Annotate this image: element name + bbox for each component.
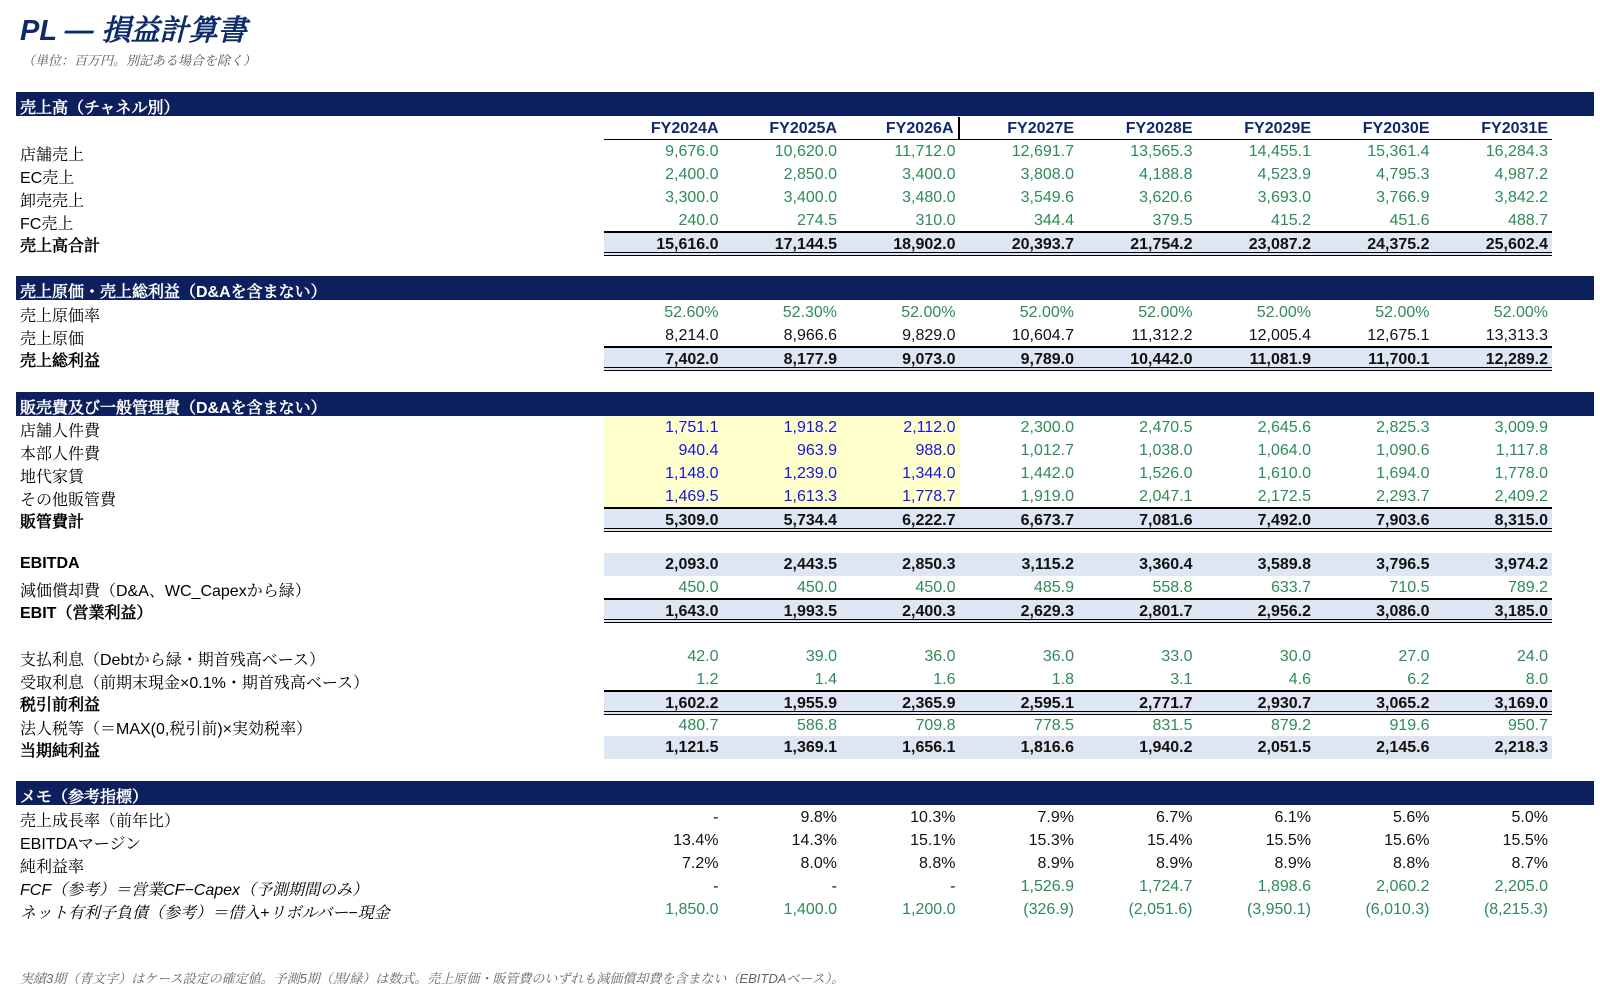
row-label: 売上総利益 [20,353,101,370]
value-cell: 2,172.5 [1257,488,1311,505]
value-cell: 6.1% [1274,809,1311,826]
value-cell: 2,645.6 [1257,419,1311,436]
value-cell: 988.0 [841,439,960,462]
row-label: EBIT（営業利益） [20,605,153,622]
value-cell: 23,087.2 [1197,231,1316,256]
value-cell: 1,117.8 [1495,442,1548,459]
value-cell: (6,010.3) [1365,901,1430,918]
value-cell: 2,145.6 [1315,736,1434,759]
value-cell: 11,700.1 [1315,346,1434,371]
row-label: EC売上 [20,170,75,187]
value-cell: 3,169.0 [1434,690,1553,715]
value-cell: 8.8% [919,855,956,872]
value-cell: 1,369.1 [723,736,842,759]
value-cell: 2,093.0 [604,553,723,576]
value-cell: 27.0 [1398,648,1430,665]
row-label: 地代家賃 [20,469,85,486]
value-cell: 2,205.0 [1494,878,1548,895]
value-cell: 879.2 [1270,717,1311,734]
value-cell: 13.4% [673,832,719,849]
value-cell: 11,712.0 [894,143,956,160]
value-cell: 1,200.0 [902,901,956,918]
row-label: 税引前利益 [20,697,101,714]
value-cell: 3,842.2 [1494,189,1548,206]
value-cell: 3,185.0 [1434,598,1553,623]
value-cell: 7,081.6 [1078,507,1197,532]
value-cell: 8,177.9 [723,346,842,371]
value-cell: 1,469.5 [604,485,723,508]
value-cell: 1,613.3 [723,485,842,508]
value-cell: 3,766.9 [1376,189,1430,206]
value-cell: 13,313.3 [1485,327,1548,344]
value-cell: 7.2% [682,855,719,872]
row-label: 店舗売上 [20,147,85,164]
value-cell: 1,064.0 [1257,442,1311,459]
row-net-debt [16,898,1594,921]
value-cell: 52.30% [782,304,837,321]
value-cell: 7,402.0 [604,346,723,371]
year-header-row [16,117,1594,140]
value-cell: 3,589.8 [1197,553,1316,576]
section-title: 売上原価・売上総利益（D&Aを含まない） [20,284,327,301]
value-cell: 15.6% [1384,832,1430,849]
row-other-sga [16,485,1594,508]
value-cell: 21,754.2 [1078,231,1197,256]
value-cell: 480.7 [678,717,719,734]
value-cell: 2,112.0 [841,416,960,439]
value-cell: 8,214.0 [665,327,719,344]
value-cell: 1,778.0 [1494,465,1548,482]
value-cell: 1,012.7 [1020,442,1074,459]
value-cell: 1,526.0 [1139,465,1193,482]
value-cell: 1,816.6 [960,736,1079,759]
row-sga-total [16,507,1594,530]
year-header-cell: FY2025A [723,117,842,140]
value-cell: 963.9 [723,439,842,462]
value-cell: 18,902.0 [841,231,960,256]
row-label: 卸売売上 [20,193,85,210]
row-gross-profit [16,346,1594,369]
value-cell: 12,675.1 [1367,327,1430,344]
row-ebitda [16,553,1594,576]
value-cell: 24,375.2 [1315,231,1434,256]
value-cell: 1,643.0 [604,598,723,623]
value-cell: 3,549.6 [1020,189,1074,206]
value-cell: 1,919.0 [1020,488,1074,505]
value-cell: 1.2 [696,671,719,688]
row-label: 純利益率 [20,859,85,876]
value-cell: 3,360.4 [1078,553,1197,576]
value-cell: 15.5% [1502,832,1548,849]
value-cell: 8,966.6 [783,327,837,344]
value-cell: 1,526.9 [1020,878,1074,895]
row-fcf [16,875,1594,898]
value-cell: - [831,878,837,895]
row-cogs-rate [16,301,1594,324]
value-cell: 7,903.6 [1315,507,1434,532]
row-interest-received [16,668,1594,691]
value-cell: 919.6 [1389,717,1430,734]
value-cell: 3,693.0 [1257,189,1311,206]
value-cell: 4,188.8 [1139,166,1193,183]
row-ec-sales [16,163,1594,186]
row-label: その他販管費 [20,492,117,509]
value-cell: - [713,809,719,826]
row-label: FC売上 [20,216,74,233]
row-label: 法人税等（＝MAX(0,税引前)×実効税率） [20,721,313,738]
year-header-cell: FY2024A [604,117,723,140]
value-cell: 2,047.1 [1139,488,1193,505]
value-cell: (2,051.6) [1128,901,1193,918]
value-cell: 6.7% [1156,809,1193,826]
value-cell: 6,222.7 [841,507,960,532]
value-cell: 1.8 [1051,671,1074,688]
row-rent [16,462,1594,485]
value-cell: 4,987.2 [1494,166,1548,183]
section-header-sga [16,392,1594,416]
value-cell: 9,073.0 [841,346,960,371]
value-cell: 3,065.2 [1315,690,1434,715]
value-cell: 52.00% [1256,304,1311,321]
value-cell: - [950,878,956,895]
value-cell: 344.4 [1033,212,1074,229]
value-cell: 2,409.2 [1494,488,1548,505]
value-cell: 310.0 [915,212,956,229]
row-label: 販管費計 [20,514,85,531]
value-cell: 17,144.5 [723,231,842,256]
value-cell: 10,442.0 [1078,346,1197,371]
value-cell: 8.7% [1511,855,1548,872]
value-cell: 7,492.0 [1197,507,1316,532]
row-interest-paid [16,645,1594,668]
value-cell: 8.8% [1393,855,1430,872]
section-header-memo [16,781,1594,805]
value-cell: 2,595.1 [960,690,1079,715]
row-sales-total [16,231,1594,254]
row-fc-sales [16,209,1594,232]
value-cell: 4.6 [1288,671,1311,688]
value-cell: 12,005.4 [1248,327,1311,344]
row-label: 店舗人件費 [20,423,101,440]
value-cell: 1,400.0 [783,901,837,918]
value-cell: 15.5% [1265,832,1311,849]
value-cell: 1,918.2 [723,416,842,439]
value-cell: 3,400.0 [902,166,956,183]
row-ebit [16,598,1594,621]
value-cell: 831.5 [1152,717,1193,734]
value-cell: 52.00% [1375,304,1430,321]
value-cell: 3,009.9 [1494,419,1548,436]
value-cell: 5,734.4 [723,507,842,532]
row-pretax-income [16,690,1594,713]
value-cell: 24.0 [1516,648,1548,665]
value-cell: 2,930.7 [1197,690,1316,715]
row-label: 減価償却費（D&A、WC_Capexから緑） [20,583,311,600]
value-cell: 3,974.2 [1434,553,1553,576]
value-cell: 2,400.0 [665,166,719,183]
value-cell: 2,218.3 [1434,736,1553,759]
year-header-cell: FY2031E [1434,117,1553,140]
value-cell: 778.5 [1033,717,1074,734]
value-cell: 3,115.2 [960,553,1079,576]
value-cell: 9,829.0 [902,327,956,344]
unit-note: （単位：百万円。別記ある場合を除く） [22,53,257,68]
row-label: 売上原価率 [20,308,101,325]
value-cell: 2,801.7 [1078,598,1197,623]
value-cell: 9,789.0 [960,346,1079,371]
value-cell: 11,312.2 [1131,327,1193,344]
value-cell: 1,850.0 [665,901,719,918]
value-cell: 2,300.0 [1020,419,1074,436]
value-cell: 3,400.0 [783,189,837,206]
section-title: 売上高（チャネル別） [20,100,180,117]
value-cell: 3,086.0 [1315,598,1434,623]
value-cell: 12,691.7 [1011,143,1074,160]
value-cell: - [713,878,719,895]
value-cell: 710.5 [1389,579,1430,596]
value-cell: 15,361.4 [1367,143,1430,160]
footnote: 実績3期（青文字）はケース設定の確定値。予測5期（黒/緑）は数式。売上原価・販管費のいずれも減価償却費を含まない（EBITDAベース）。 [20,971,845,986]
value-cell: 15.3% [1028,832,1074,849]
value-cell: 14.3% [791,832,837,849]
value-cell: 3,808.0 [1020,166,1074,183]
value-cell: 450.0 [796,579,837,596]
row-wholesale-sales [16,186,1594,209]
year-header-cell: FY2029E [1197,117,1316,140]
row-label: 本部人件費 [20,446,101,463]
row-net-margin [16,852,1594,875]
value-cell: 8.0% [800,855,837,872]
value-cell: 488.7 [1507,212,1548,229]
value-cell: 2,051.5 [1197,736,1316,759]
value-cell: 10.3% [910,809,956,826]
value-cell: 42.0 [687,648,719,665]
value-cell: 6.2 [1407,671,1430,688]
value-cell: 1,344.0 [841,462,960,485]
value-cell: 415.2 [1270,212,1311,229]
value-cell: 25,602.4 [1434,231,1553,256]
row-hq-personnel [16,439,1594,462]
value-cell: 1,121.5 [604,736,723,759]
value-cell: 52.00% [1493,304,1548,321]
value-cell: 789.2 [1507,579,1548,596]
value-cell: 3,300.0 [665,189,719,206]
value-cell: 1,090.6 [1376,442,1430,459]
row-label: FCF（参考）＝営業CF−Capex（予測期間のみ） [20,882,369,899]
value-cell: 4,523.9 [1257,166,1311,183]
value-cell: 15.1% [910,832,956,849]
value-cell: 1,778.7 [841,485,960,508]
value-cell: 5.0% [1511,809,1548,826]
row-label: 売上成長率（前年比） [20,813,181,830]
value-cell: 1,239.0 [723,462,842,485]
section-title: メモ（参考指標） [20,789,149,806]
row-sales-growth [16,806,1594,829]
year-header-cell: FY2026A [841,117,960,140]
value-cell: 1,610.0 [1257,465,1311,482]
row-label: 受取利息（前期末現金×0.1%・期首残高ベース） [20,675,370,692]
value-cell: 485.9 [1033,579,1074,596]
value-cell: 2,060.2 [1376,878,1430,895]
value-cell: 14,455.1 [1248,143,1311,160]
value-cell: 9,676.0 [665,143,719,160]
value-cell: 9.8% [800,809,837,826]
value-cell: 36.0 [924,648,956,665]
value-cell: 1,993.5 [723,598,842,623]
value-cell: 36.0 [1042,648,1074,665]
value-cell: 7.9% [1037,809,1074,826]
value-cell: 30.0 [1279,648,1311,665]
value-cell: 379.5 [1152,212,1193,229]
value-cell: 2,293.7 [1376,488,1430,505]
value-cell: 8.0 [1525,671,1548,688]
value-cell: 1.4 [814,671,837,688]
value-cell: 4,795.3 [1376,166,1430,183]
value-cell: 274.5 [796,212,837,229]
value-cell: 1,955.9 [723,690,842,715]
value-cell: 450.0 [915,579,956,596]
value-cell: 52.00% [901,304,956,321]
row-da [16,576,1594,599]
row-label: 売上高合計 [20,238,101,255]
value-cell: 1,602.2 [604,690,723,715]
value-cell: 8.9% [1156,855,1193,872]
value-cell: 2,850.3 [841,553,960,576]
value-cell: 1,038.0 [1139,442,1193,459]
value-cell: 3,620.6 [1139,189,1193,206]
year-header-cell: FY2030E [1315,117,1434,140]
value-cell: 1,724.7 [1139,878,1193,895]
section-header-cogs [16,276,1594,300]
value-cell: 52.00% [1019,304,1074,321]
value-cell: 1,898.6 [1257,878,1311,895]
section-title: 販売費及び一般管理費（D&Aを含まない） [20,400,327,417]
row-cogs [16,324,1594,347]
value-cell: 10,604.7 [1011,327,1074,344]
value-cell: 15.4% [1147,832,1193,849]
value-cell: 2,956.2 [1197,598,1316,623]
value-cell: 10,620.0 [774,143,837,160]
row-store-sales [16,140,1594,163]
row-store-personnel [16,416,1594,439]
value-cell: 3,480.0 [902,189,956,206]
value-cell: 2,443.5 [723,553,842,576]
value-cell: 2,470.5 [1139,419,1193,436]
value-cell: 8.9% [1274,855,1311,872]
value-cell: 2,400.3 [841,598,960,623]
value-cell: 5,309.0 [604,507,723,532]
value-cell: 940.4 [604,439,723,462]
row-net-income [16,736,1594,759]
value-cell: 1,442.0 [1020,465,1074,482]
value-cell: 2,825.3 [1376,419,1430,436]
year-header-cell: FY2028E [1078,117,1197,140]
value-cell: 950.7 [1507,717,1548,734]
value-cell: 8.9% [1037,855,1074,872]
row-label: EBITDAマージン [20,836,142,853]
value-cell: 1,940.2 [1078,736,1197,759]
value-cell: 1,656.1 [841,736,960,759]
year-header-cell: FY2027E [960,117,1079,140]
row-label: 売上原価 [20,331,85,348]
value-cell: 5.6% [1393,809,1430,826]
page-title: PL — 損益計算書 [20,15,247,47]
value-cell: 2,850.0 [783,166,837,183]
row-label: EBITDA [20,555,80,572]
value-cell: 1,751.1 [604,416,723,439]
value-cell: 240.0 [678,212,719,229]
value-cell: (3,950.1) [1246,901,1311,918]
value-cell: 3,796.5 [1315,553,1434,576]
value-cell: 13,565.3 [1130,143,1193,160]
value-cell: 451.6 [1389,212,1430,229]
row-label: 支払利息（Debtから緑・期首残高ベース） [20,652,325,669]
value-cell: 3.1 [1170,671,1193,688]
value-cell: 709.8 [915,717,956,734]
row-label: ネット有利子負債（参考）＝借入+リボルバー−現金 [20,905,390,922]
value-cell: 2,771.7 [1078,690,1197,715]
value-cell: 6,673.7 [960,507,1079,532]
value-cell: 8,315.0 [1434,507,1553,532]
value-cell: 52.60% [664,304,719,321]
value-cell: 450.0 [678,579,719,596]
value-cell: 12,289.2 [1434,346,1553,371]
value-cell: 16,284.3 [1485,143,1548,160]
row-income-tax [16,714,1594,737]
value-cell: 2,365.9 [841,690,960,715]
section-header-sales [16,92,1594,116]
value-cell: 586.8 [796,717,837,734]
row-label: 当期純利益 [20,743,101,760]
value-cell: 1,694.0 [1376,465,1430,482]
value-cell: 1,148.0 [604,462,723,485]
value-cell: 1.6 [933,671,956,688]
value-cell: (8,215.3) [1483,901,1548,918]
value-cell: 11,081.9 [1197,346,1316,371]
value-cell: 20,393.7 [960,231,1079,256]
value-cell: 52.00% [1138,304,1193,321]
row-ebitda-margin [16,829,1594,852]
value-cell: 33.0 [1161,648,1193,665]
value-cell: 558.8 [1152,579,1193,596]
value-cell: (326.9) [1023,901,1074,918]
value-cell: 15,616.0 [604,231,723,256]
value-cell: 633.7 [1270,579,1311,596]
value-cell: 2,629.3 [960,598,1079,623]
value-cell: 39.0 [805,648,837,665]
